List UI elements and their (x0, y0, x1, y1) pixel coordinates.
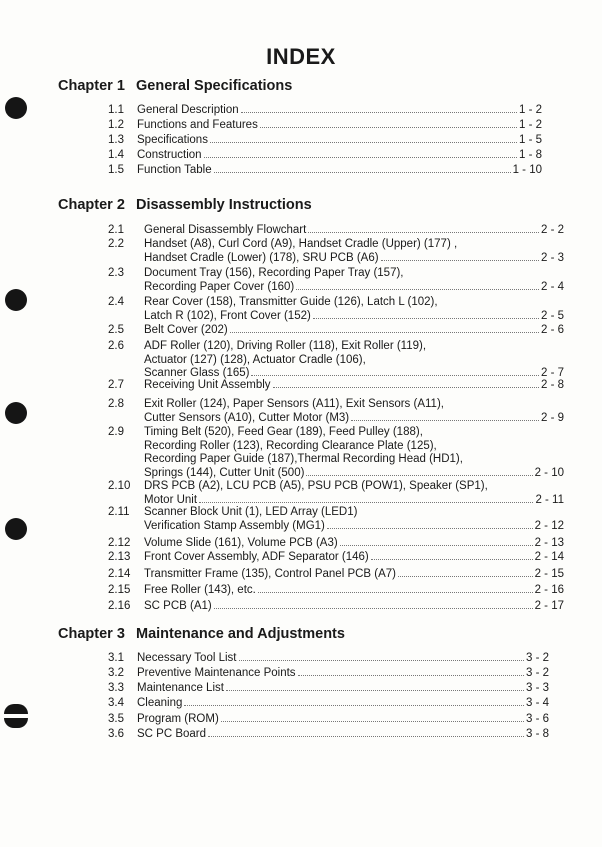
binder-hole (5, 289, 27, 311)
page-number: 2 - 9 (540, 411, 564, 424)
page-number: 2 - 15 (534, 568, 564, 580)
section-title: Exit Roller (124), Paper Sensors (A11), Exit Sensors (A11), (144, 398, 444, 410)
section-title: DRS PCB (A2), LCU PCB (A5), PSU PCB (POW1), Speaker (SP1), (144, 480, 488, 492)
section-number: 2.16 (108, 600, 131, 612)
section-number: 2.4 (108, 296, 124, 308)
section-title: Front Cover Assembly, ADF Separator (146) (144, 551, 369, 563)
section-number: 2.2 (108, 238, 124, 250)
section-title: General Disassembly Flowchart (144, 224, 307, 236)
dot-leader (214, 608, 533, 609)
section-number: 2.3 (108, 267, 124, 279)
chapter-title: Maintenance and Adjustments (136, 626, 345, 642)
dot-leader (306, 475, 532, 476)
dot-leader (398, 576, 533, 577)
section-number: 2.5 (108, 324, 124, 336)
dot-leader (208, 736, 524, 737)
dot-leader (381, 260, 539, 261)
page-number: 3 - 2 (525, 667, 549, 679)
section-title: Document Tray (156), Recording Paper Tray (157), (144, 267, 404, 279)
page-number: 2 - 12 (534, 519, 564, 532)
dot-leader (214, 172, 511, 173)
section-title: Functions and Features (137, 119, 258, 131)
section-title: Rear Cover (158), Transmitter Guide (126), Latch L (102), (144, 296, 438, 308)
page-number: 2 - 10 (534, 466, 564, 479)
page-number: 2 - 5 (540, 309, 564, 322)
section-number: 2.6 (108, 340, 124, 352)
section-title: Recording Paper Guide (187),Thermal Recording Head (HD1), (144, 453, 463, 465)
section-title: Necessary Tool List (137, 652, 237, 664)
section-number: 2.7 (108, 379, 124, 391)
section-number: 2.12 (108, 537, 131, 549)
chapter-heading (58, 197, 312, 213)
dot-leader (298, 675, 524, 676)
chapter-number: Chapter 3 (58, 626, 125, 642)
page-number: 2 - 7 (540, 367, 564, 379)
page-number: 2 - 3 (540, 251, 564, 264)
section-title: Handset Cradle (Lower) (178), SRU PCB (A6) (144, 251, 379, 264)
section-number: 2.13 (108, 551, 131, 563)
section-title: Maintenance List (137, 682, 224, 694)
page-number: 2 - 17 (534, 600, 564, 612)
dot-leader (273, 387, 539, 388)
section-number: 2.15 (108, 584, 131, 596)
page-number: 2 - 11 (535, 493, 564, 506)
chapter-heading (58, 626, 345, 642)
section-number: 1.4 (108, 149, 124, 161)
section-title: Verification Stamp Assembly (MG1) (144, 519, 325, 532)
page-title: INDEX (266, 44, 336, 69)
dot-leader (184, 705, 524, 706)
section-number: 2.9 (108, 426, 124, 438)
page-number: 1 - 2 (518, 119, 542, 131)
section-title: Preventive Maintenance Points (137, 667, 296, 679)
section-title: Handset (A8), Curl Cord (A9), Handset Cradle (Upper) (177) , (144, 238, 458, 250)
section-number: 2.10 (108, 480, 131, 492)
section-title: Recording Roller (123), Recording Clearance Plate (125), (144, 439, 437, 452)
section-number: 2.11 (108, 506, 130, 518)
section-title: Transmitter Frame (135), Control Panel PCB (A7) (144, 568, 397, 580)
chapter-heading (58, 78, 292, 94)
section-title: Latch R (102), Front Cover (152) (144, 309, 311, 322)
section-title: Specifications (137, 134, 208, 146)
dot-leader (241, 112, 517, 113)
section-title: Receiving Unit Assembly (144, 379, 271, 391)
chapter-number: Chapter 1 (58, 78, 125, 94)
section-number: 2.8 (108, 398, 124, 410)
section-number: 1.5 (108, 164, 124, 176)
section-title: Program (ROM) (137, 713, 219, 725)
dot-leader (296, 289, 539, 290)
section-number: 2.1 (108, 224, 124, 236)
binder-hole (5, 518, 27, 540)
section-title: General Description (137, 104, 239, 116)
page-number: 2 - 2 (540, 224, 564, 236)
dot-leader (204, 157, 517, 158)
section-number: 3.1 (108, 652, 124, 664)
dot-leader (239, 660, 524, 661)
dot-leader (313, 318, 539, 319)
binder-hole (5, 97, 27, 119)
page-number: 1 - 8 (518, 149, 542, 161)
chapter-number: Chapter 2 (58, 197, 125, 213)
section-title: SC PC Board (137, 728, 207, 740)
dot-leader (351, 420, 539, 421)
section-title: Scanner Block Unit (1), LED Array (LED1) (144, 506, 358, 518)
section-number: 3.4 (108, 697, 124, 709)
page-number: 3 - 3 (525, 682, 549, 694)
page-number: 2 - 8 (540, 379, 564, 391)
section-title: Belt Cover (202) (144, 324, 228, 336)
page-number: 2 - 4 (540, 280, 564, 293)
section-title: Volume Slide (161), Volume PCB (A3) (144, 537, 338, 549)
page-number: 1 - 2 (518, 104, 542, 116)
section-title: Construction (137, 149, 202, 161)
section-number: 3.2 (108, 667, 124, 679)
section-title: Scanner Glass (165) (144, 367, 250, 379)
dot-leader (251, 375, 539, 376)
binder-hole (4, 704, 28, 728)
dot-leader (199, 502, 533, 503)
dot-leader (340, 545, 533, 546)
section-title: Function Table (137, 164, 212, 176)
section-number: 1.1 (108, 104, 124, 116)
dot-leader (371, 559, 533, 560)
dot-leader (210, 142, 517, 143)
section-title: Springs (144), Cutter Unit (500) (144, 466, 305, 479)
page-number: 3 - 4 (525, 697, 549, 709)
page-number: 2 - 13 (534, 537, 564, 549)
section-title: Timing Belt (520), Feed Gear (189), Feed Pulley (188), (144, 426, 423, 438)
section-number: 1.2 (108, 119, 124, 131)
section-number: 3.5 (108, 713, 124, 725)
page-number: 2 - 14 (534, 551, 564, 563)
page-number: 1 - 10 (512, 164, 542, 176)
dot-leader (308, 232, 539, 233)
page-number: 1 - 5 (518, 134, 542, 146)
dot-leader (226, 690, 524, 691)
section-title: Recording Paper Cover (160) (144, 280, 295, 293)
page-number: 2 - 6 (540, 324, 564, 336)
section-number: 2.14 (108, 568, 131, 580)
page-number: 3 - 6 (525, 713, 549, 725)
section-title: Cutter Sensors (A10), Cutter Motor (M3) (144, 411, 350, 424)
section-number: 1.3 (108, 134, 124, 146)
page-number: 3 - 2 (525, 652, 549, 664)
section-number: 3.6 (108, 728, 124, 740)
chapter-title: Disassembly Instructions (136, 197, 312, 213)
chapter-title: General Specifications (136, 78, 293, 94)
section-title: SC PCB (A1) (144, 600, 212, 612)
section-title: Motor Unit (144, 493, 198, 506)
page-number: 2 - 16 (534, 584, 564, 596)
dot-leader (327, 528, 533, 529)
section-title: Cleaning (137, 697, 183, 709)
binder-hole (5, 402, 27, 424)
dot-leader (221, 721, 524, 722)
dot-leader (230, 332, 539, 333)
page-number: 3 - 8 (525, 728, 549, 740)
dot-leader (258, 592, 533, 593)
section-title: ADF Roller (120), Driving Roller (118), Exit Roller (119), (144, 340, 427, 352)
section-number: 3.3 (108, 682, 124, 694)
section-title: Actuator (127) (128), Actuator Cradle (106), (144, 353, 366, 366)
dot-leader (260, 127, 517, 128)
section-title: Free Roller (143), etc. (144, 584, 256, 596)
